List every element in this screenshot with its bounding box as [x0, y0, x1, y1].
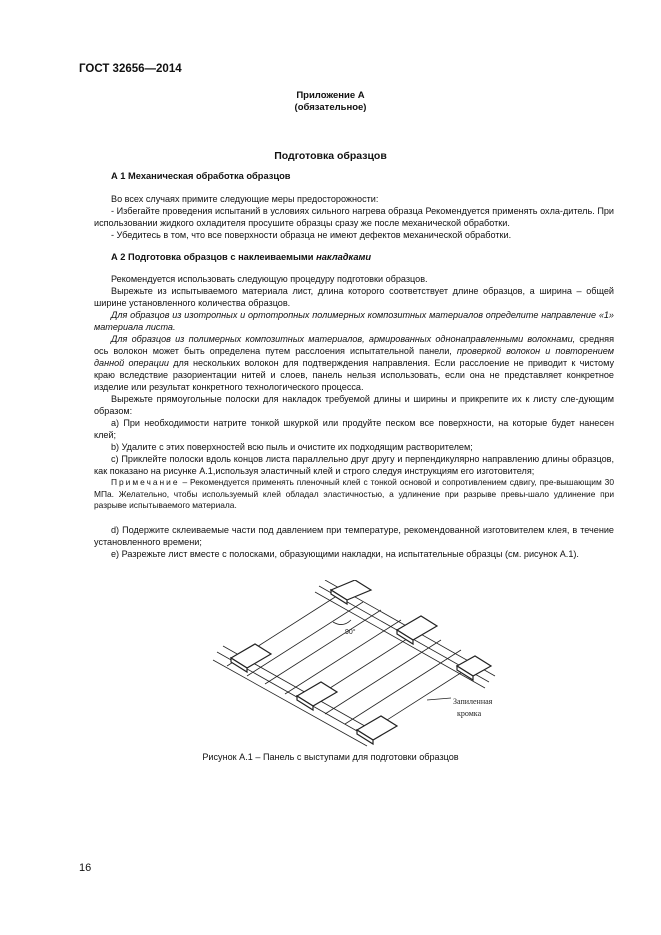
- page-number: 16: [79, 862, 92, 874]
- text: для нескольких волокон для подтверждения направления. Если расслоение не приводит к чистому краю вследствие разориентации нитей и слоев, панель нельзя использовать, если она не представляет конкретное изделие или результат конкретного технологического процесса.: [94, 358, 614, 392]
- section-2-body: [94, 273, 614, 477]
- italic-text: Для образцов из изотропных и ортотропных полимерных композитных материалов определите направление «1» материала листа.: [94, 310, 614, 332]
- list-item-c: с) Приклейте полоски вдоль концов листа параллельно друг другу и перпендикулярно направлению длины образцов, как показано на рисунке А.1,используя эластичный клей и строго следуя инструкциям его изготовителя;: [94, 454, 614, 476]
- note-label: Примечание: [111, 477, 180, 487]
- section-2-heading-text: А 2 Подготовка образцов с наклеиваемыми: [111, 252, 317, 262]
- paragraph: Вырежьте из испытываемого материала лист, длина которого соответствует длине образцов, а ширина – общей ширине установленного количества образцов.: [94, 286, 614, 308]
- strip-edge: [325, 640, 441, 714]
- figure-caption: Рисунок А.1 – Панель с выступами для подготовки образцов: [202, 752, 459, 762]
- note: [94, 477, 614, 512]
- section-1-heading: А 1 Механическая обработка образцов: [111, 171, 291, 181]
- label-leader: [427, 698, 451, 700]
- strip-edge: [265, 610, 381, 684]
- strip-edge: [345, 650, 461, 724]
- paragraph: - Избегайте проведения испытаний в условиях сильного нагрева образца Рекомендуется применять охла-дитель. При использовании жидкого охладителя просушите образцы сразу же после механической обработки.: [94, 206, 614, 228]
- italic-text: Для образцов из полимерных композитных материалов, армированных однонаправленными волокнами,: [111, 334, 576, 344]
- paragraph: Во всех случаях примите следующие меры предосторожности:: [111, 194, 379, 204]
- cut-line: [213, 660, 367, 746]
- section-2-heading: [111, 252, 371, 262]
- list-item-a: а) При необходимости натрите тонкой шкуркой или продуйте песком все поверхности, на которые будет нанесен клей;: [94, 418, 614, 440]
- paragraph: Рекомендуется использовать следующую процедуру подготовки образцов.: [111, 274, 428, 284]
- panel-figure: [205, 580, 505, 750]
- list-item-e: е) Разрежьте лист вместе с полосками, образующими накладки, на испытательные образцы (см. рисунок А.1).: [111, 549, 579, 559]
- note-block: [94, 477, 614, 512]
- section-2-heading-italic: накладками: [316, 252, 372, 262]
- list-item-d: d) Подержите склеиваемые части под давлением при температуре, рекомендованной изготовителем клея, в течение установленного времени;: [94, 525, 614, 547]
- list-item-b: b) Удалите с этих поверхностей всю пыль и очистите их подходящим растворителем;: [111, 442, 473, 452]
- note-text: – Рекомендуется применять пленочный клей с тонкой основой и сопротивлением сдвигу, пре-вышающим 30 МПа. Желательно, чтобы используемый клей обладал эластичностью, а удлинение при разрыве превы-шало удлинение при разрыве испытываемого материала.: [94, 477, 614, 510]
- appendix-title: Приложение А: [296, 90, 365, 101]
- text: средняя ось волокон может быть определена путем расслоения испытательной панели,: [94, 334, 615, 356]
- page-title: Подготовка образцов: [274, 150, 387, 162]
- standard-header: ГОСТ 32656—2014: [79, 63, 182, 75]
- edge-label-line1: Запиленная: [453, 697, 493, 706]
- cut-line: [315, 592, 485, 688]
- paragraph: Вырежьте прямоугольные полоски для накладок требуемой длины и ширины и прикрепите их к листу сле-дующим образом:: [94, 394, 614, 416]
- angle-label: 90°: [345, 629, 356, 636]
- paragraph: [94, 333, 614, 393]
- section-1-body: [94, 193, 614, 241]
- italic-text: проверкой волокон и повторением данной операции: [94, 346, 614, 368]
- edge-label-line2: кромка: [457, 709, 482, 718]
- appendix-status: (обязательное): [294, 102, 367, 113]
- section-2-body-continued: [94, 524, 614, 560]
- paragraph: [94, 309, 614, 333]
- strip-edge: [247, 602, 363, 676]
- angle-arc: [333, 620, 351, 625]
- paragraph: - Убедитесь в том, что все поверхности образца не имеют дефектов механической обработки.: [111, 230, 512, 240]
